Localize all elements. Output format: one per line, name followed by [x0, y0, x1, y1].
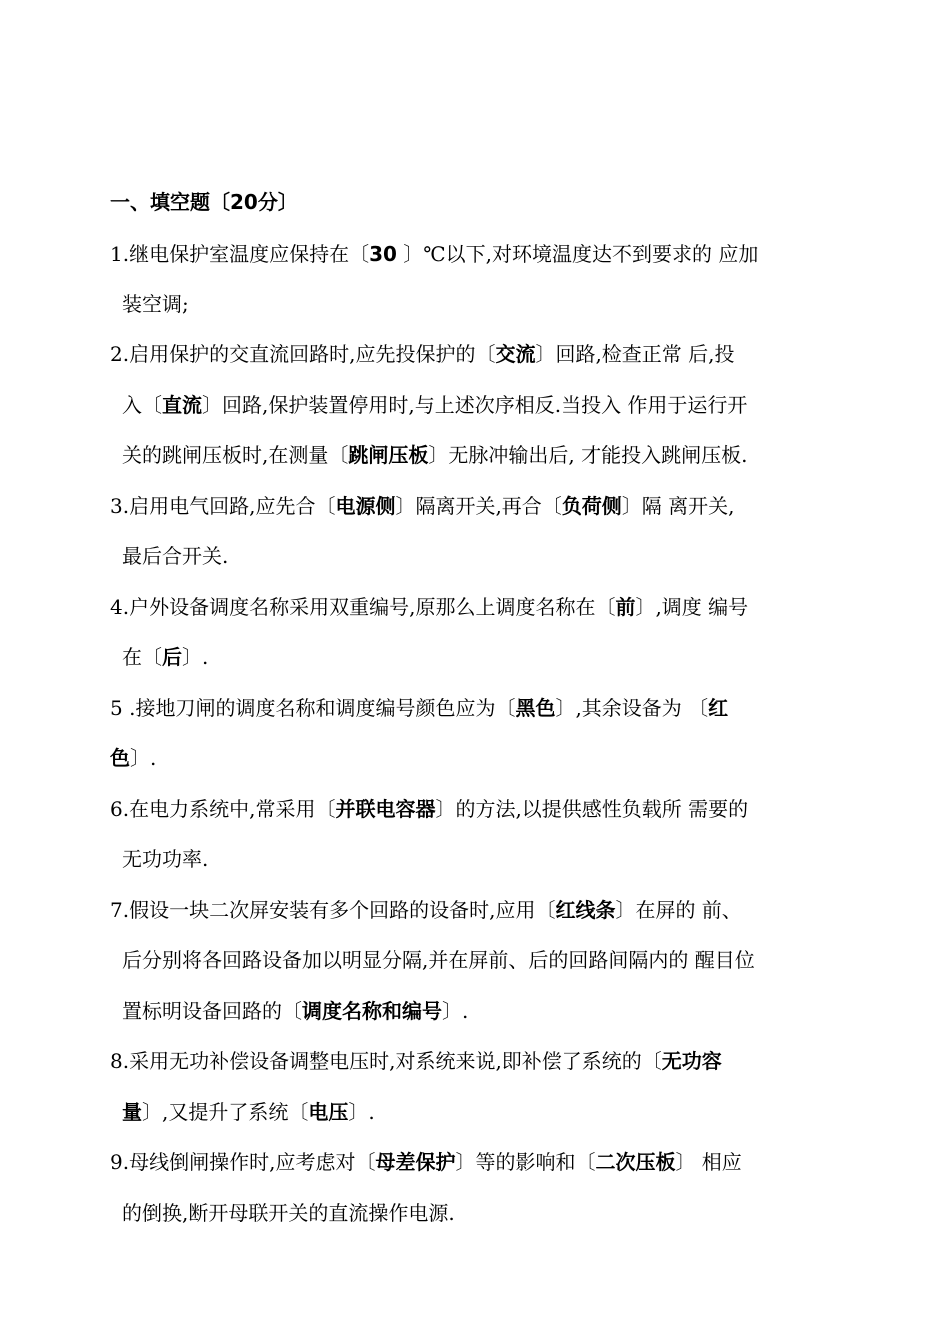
- text-line: [110, 593, 748, 621]
- answer-text: 后: [162, 645, 182, 669]
- text-line: [122, 441, 747, 469]
- answer-text: 红: [708, 696, 729, 720]
- question-text: 8.采用无功补偿设备调整电压时,对系统来说,即补偿了系统的〔: [110, 1049, 662, 1073]
- text-line: [110, 1047, 722, 1075]
- text-line: [122, 1098, 375, 1126]
- question-text: 在〔: [122, 645, 162, 669]
- answer-text: 电压: [308, 1100, 349, 1124]
- question-text: 〕℃以下,对环境温度达不到要求的 应加: [396, 242, 759, 266]
- text-line: [122, 845, 208, 873]
- answer-text: 直流: [162, 393, 202, 417]
- answer-text: 30: [369, 242, 397, 266]
- text-line: [110, 795, 748, 823]
- question-text: 5 .接地刀闸的调度名称和调度编号颜色应为〔: [110, 696, 516, 720]
- question-text: 〕无脉冲输出后, 才能投入跳闸压板.: [428, 443, 748, 467]
- question-text: 4.户外设备调度名称采用双重编号,原那么上调度名称在〔: [110, 595, 616, 619]
- text-line: [110, 896, 742, 924]
- answer-text: 二次压板: [595, 1150, 676, 1174]
- text-line: [110, 340, 735, 368]
- section-heading: 一、填空题〔20分〕: [110, 190, 298, 214]
- answer-text: 红线条: [555, 898, 616, 922]
- question-text: 关的跳闸压板时,在测量〔: [122, 443, 349, 467]
- text-line: [110, 1148, 742, 1176]
- question-text: 9.母线倒闸操作时,应考虑对〔: [110, 1150, 376, 1174]
- question-text: 最后合开关.: [122, 544, 229, 568]
- question-text: 装空调;: [122, 292, 189, 316]
- text-line: [110, 744, 156, 772]
- answer-text: 调度名称和编号: [302, 999, 442, 1023]
- text-line: [122, 542, 228, 570]
- text-line: [122, 946, 755, 974]
- answer-text: 交流: [495, 342, 536, 366]
- question-text: 〕.: [182, 645, 209, 669]
- question-text: 后分别将各回路设备加以明显分隔,并在屏前、后的回路间隔内的 醒目位: [122, 948, 755, 972]
- text-line: [122, 391, 747, 419]
- answer-text: 并联电容器: [335, 797, 436, 821]
- question-text: 〕在屏的 前、: [615, 898, 742, 922]
- question-text: 〕,又提升了系统〔: [142, 1100, 309, 1124]
- question-text: 〕等的影响和〔: [455, 1150, 596, 1174]
- question-text: 入〔: [122, 393, 162, 417]
- answer-text: 负荷侧: [561, 494, 622, 518]
- question-text: 3.启用电气回路,应先合〔: [110, 494, 336, 518]
- question-text: 〕,调度 编号: [635, 595, 749, 619]
- question-text: 〕回路,保护装置停用时,与上述次序相反.当投入 作用于运行开: [202, 393, 748, 417]
- answer-text: 色: [110, 746, 130, 770]
- question-text: 置标明设备回路的〔: [122, 999, 302, 1023]
- question-text: 1.继电保护室温度应保持在〔: [110, 242, 370, 266]
- text-line: [110, 492, 735, 520]
- text-line: [122, 290, 189, 318]
- question-text: 〕隔离开关,再合〔: [395, 494, 562, 518]
- answer-text: 母差保护: [375, 1150, 456, 1174]
- question-text: 的倒换,断开母联开关的直流操作电源.: [122, 1201, 455, 1225]
- question-text: 〕隔 离开关,: [621, 494, 735, 518]
- answer-text: 电源侧: [335, 494, 396, 518]
- answer-text: 无功容: [661, 1049, 722, 1073]
- answer-text: 前: [615, 595, 636, 619]
- answer-text: 跳闸压板: [348, 443, 429, 467]
- question-text: 7.假设一块二次屏安装有多个回路的设备时,应用〔: [110, 898, 556, 922]
- question-text: 2.启用保护的交直流回路时,应先投保护的〔: [110, 342, 496, 366]
- question-text: 〕.: [442, 999, 469, 1023]
- question-text: 〕.: [130, 746, 157, 770]
- answer-text: 量: [122, 1100, 142, 1124]
- text-line: [110, 694, 728, 722]
- question-text: 〕.: [348, 1100, 375, 1124]
- text-line: [110, 240, 758, 268]
- question-text: 〕的方法,以提供感性负载所 需要的: [435, 797, 749, 821]
- question-text: 〕回路,检查正常 后,投: [535, 342, 735, 366]
- text-line: [122, 997, 468, 1025]
- question-text: 〕,其余设备为 〔: [555, 696, 709, 720]
- text-line: [122, 643, 208, 671]
- text-line: [122, 1199, 455, 1227]
- answer-text: 黑色: [515, 696, 556, 720]
- question-text: 〕 相应: [675, 1150, 742, 1174]
- question-text: 无功功率.: [122, 847, 209, 871]
- question-text: 6.在电力系统中,常采用〔: [110, 797, 336, 821]
